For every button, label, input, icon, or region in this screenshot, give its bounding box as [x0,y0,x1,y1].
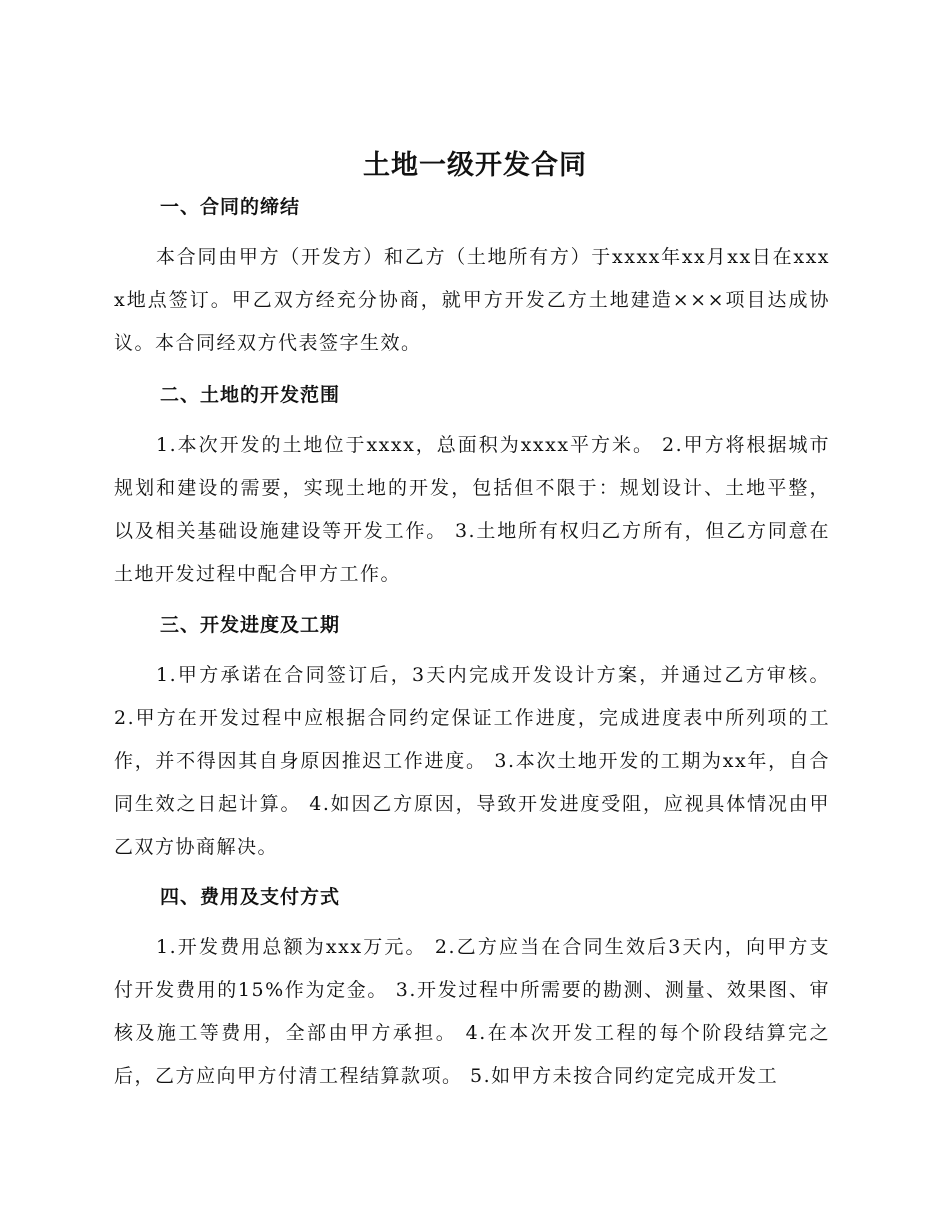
section-body-fees-payment: 1.开发费用总额为xxx万元。 2.乙方应当在合同生效后3天内，向甲方支付开发费用的15%作为定金。 3.开发过程中所需要的勘测、测量、效果图、审核及施工等费用，全部由甲方承担。 4.在本次开发工程的每个阶段结算完之后，乙方应向甲方付清工程结算款项。 5.如甲方未按合同约定完成开发工 [114,936,830,1087]
section-body-development-scope: 1.本次开发的土地位于xxxx，总面积为xxxx平方米。 2.甲方将根据城市规划和建设的需要，实现土地的开发，包括但不限于：规划设计、土地平整，以及相关基础设施建设等开发工作。 3.土地所有权归乙方所有，但乙方同意在土地开发过程中配合甲方工作。 [114,434,830,585]
section-heading-contract-formation: 一、合同的缔结 [160,196,301,218]
section-heading-progress-schedule: 三、开发进度及工期 [160,614,341,636]
section-body-contract-formation: 本合同由甲方（开发方）和乙方（土地所有方）于xxxx年xx月xx日在xxxx地点签订。甲乙双方经充分协商，就甲方开发乙方土地建造×××项目达成协议。本合同经双方代表签字生效。 [114,246,830,354]
document-title: 土地一级开发合同 [363,150,587,181]
section-heading-fees-payment: 四、费用及支付方式 [160,886,341,908]
section-body-progress-schedule: 1.甲方承诺在合同签订后，3天内完成开发设计方案，并通过乙方审核。 2.甲方在开发过程中应根据合同约定保证工作进度，完成进度表中所列项的工作，并不得因其自身原因推迟工作进度。 3.本次土地开发的工期为xx年，自合同生效之日起计算。 4.如因乙方原因，导致开发进度受阻，应视具体情况由甲乙双方协商解决。 [114,664,830,858]
section-heading-development-scope: 二、土地的开发范围 [160,384,341,406]
